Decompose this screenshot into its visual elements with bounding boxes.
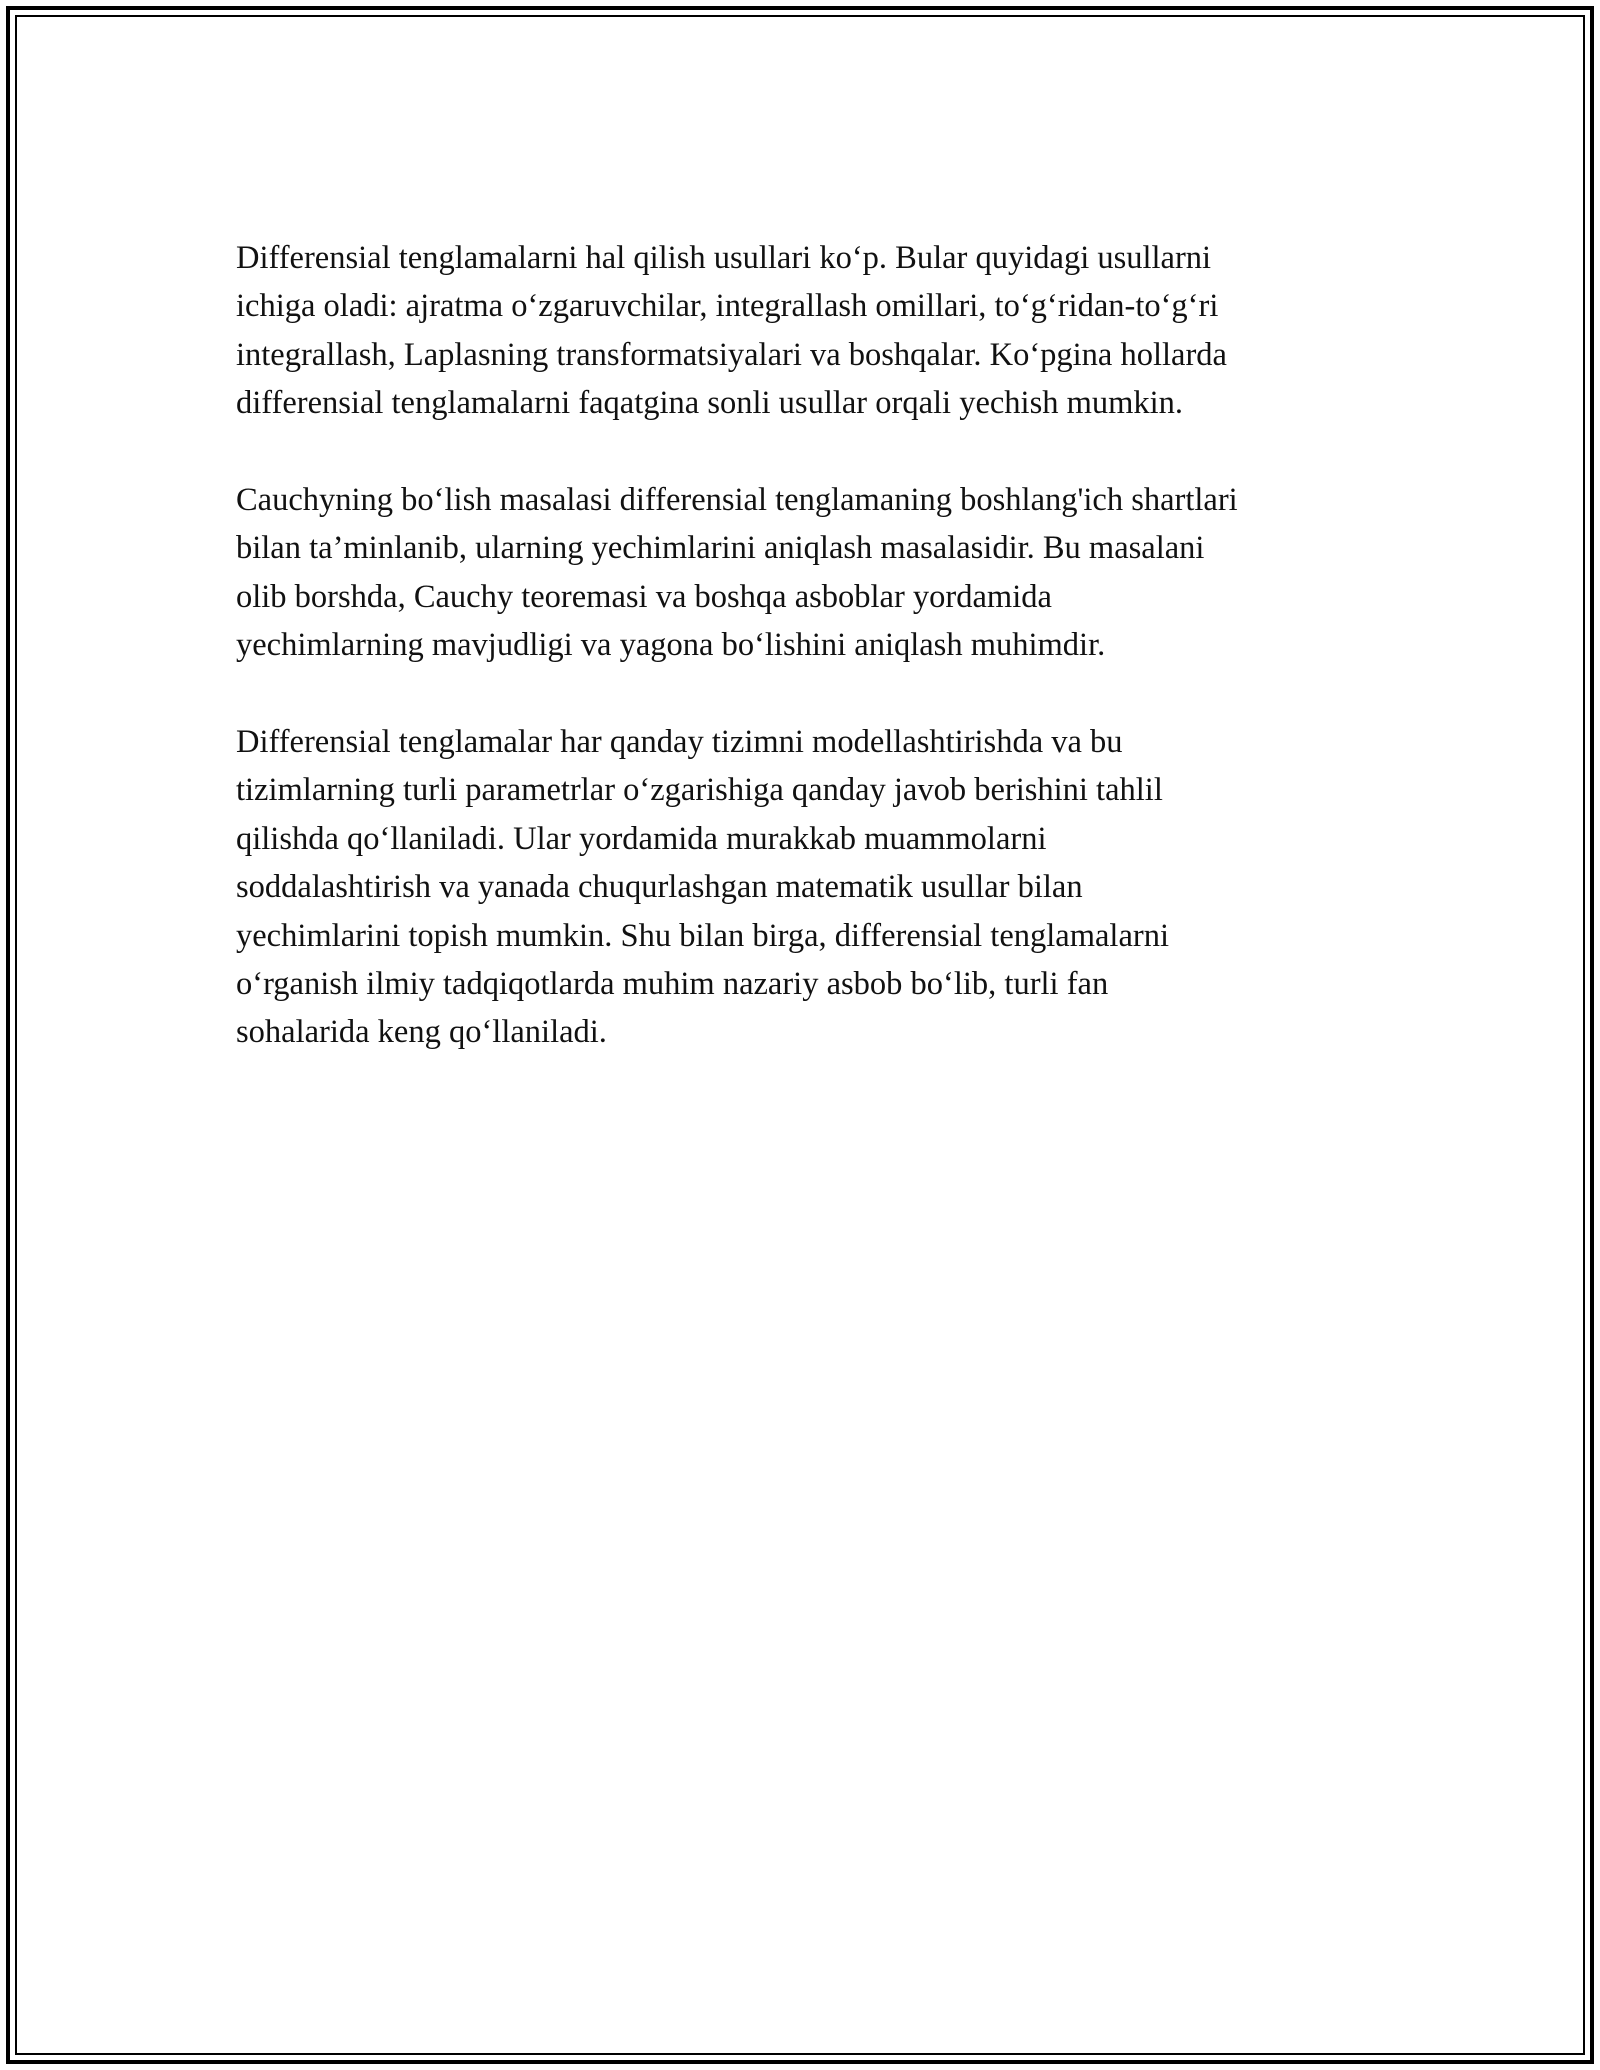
paragraph-line: qilishda qo‘llaniladi. Ular yordamida murakkab muammolarni — [236, 820, 1047, 857]
paragraph-2 — [236, 476, 1386, 670]
paragraph-line: integrallash, Laplasning transformatsiyalari va boshqalar. Ko‘pgina hollarda — [236, 336, 1227, 373]
paragraph-line: Differensial tenglamalar har qanday tizimni modellashtirishda va bu — [236, 724, 1123, 761]
paragraph-1 — [236, 234, 1386, 428]
paragraph-line: sohalarida keng qo‘llaniladi. — [236, 1014, 607, 1051]
paragraph-line: differensial tenglamalarni faqatgina sonli usullar orqali yechish mumkin. — [236, 385, 1184, 422]
paragraph-line: bilan ta’minlanib, ularning yechimlarini aniqlash masalasidir. Bu masalani — [236, 530, 1205, 567]
paragraph-line: olib borshda, Cauchy teoremasi va boshqa asboblar yordamida — [236, 578, 1052, 615]
paragraph-line: tizimlarning turli parametrlar o‘zgarishiga qanday javob berishini tahlil — [236, 772, 1163, 809]
paragraph-line: ichiga oladi: ajratma o‘zgaruvchilar, integrallash omillari, to‘g‘ridan-to‘g‘ri — [236, 288, 1219, 325]
paragraph-line: soddalashtirish va yanada chuqurlashgan matematik usullar bilan — [236, 869, 1083, 906]
paragraph-line: Cauchyning bo‘lish masalasi differensial tenglamaning boshlang'ich shartlari — [236, 482, 1238, 519]
paragraph-line: Differensial tenglamalarni hal qilish usullari ko‘p. Bular quyidagi usullarni — [236, 240, 1212, 276]
paragraph-3 — [236, 718, 1386, 1057]
paragraph-line: yechimlarning mavjudligi va yagona bo‘lishini aniqlash muhimdir. — [236, 627, 1106, 664]
document-body — [236, 234, 1386, 1105]
paragraph-line: o‘rganish ilmiy tadqiqotlarda muhim nazariy asbob bo‘lib, turli fan — [236, 966, 1109, 1003]
paragraph-line: yechimlarini topish mumkin. Shu bilan birga, differensial tenglamalarni — [236, 917, 1169, 954]
